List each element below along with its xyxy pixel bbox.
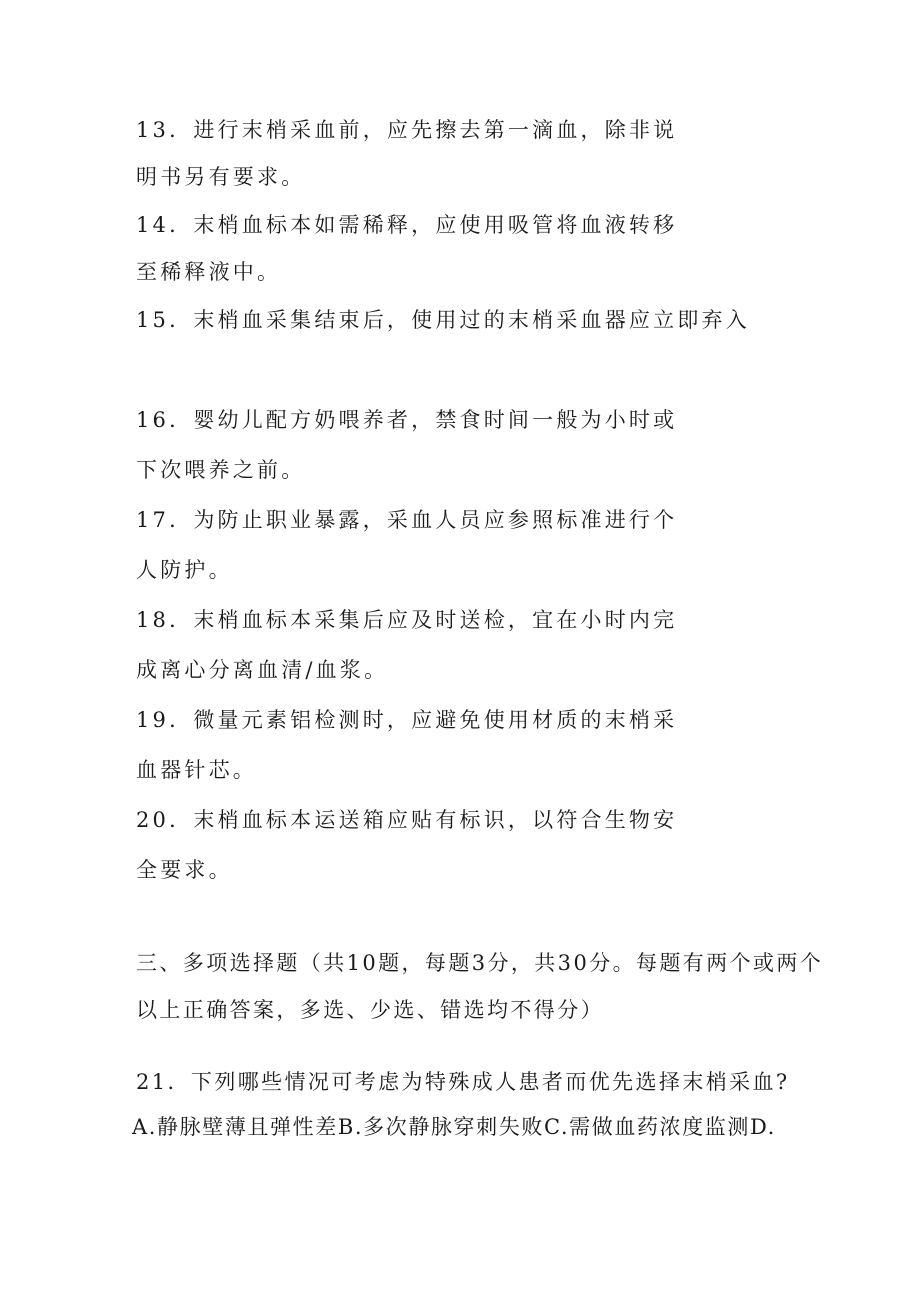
question-text-line: 16．婴幼儿配方奶喂养者，禁食时间一般为小时或 [136,408,678,432]
question-text-line: 19．微量元素铝检测时，应避免使用材质的末梢采 [136,708,678,732]
question-text-line: 全要求。 [136,858,233,882]
question-text-line: 至稀释液中。 [136,260,282,284]
question-text-line: 18．末梢血标本采集后应及时送检，宜在小时内完 [136,608,678,632]
question-text-line: 20．末梢血标本运送箱应贴有标识，以符合生物安 [136,808,678,832]
question-text-line: 人防护。 [136,558,233,582]
question-text-line: 明书另有要求。 [136,165,306,189]
question-text-line: 15．末梢血采集结束后，使用过的末梢采血器应立即弃入 [136,308,750,332]
question-text-line: 下次喂养之前。 [136,458,306,482]
section-heading-line: 以上正确答案，多选、少选、错选均不得分） [136,998,604,1022]
question-options: A.静脉壁薄且弹性差B.多次静脉穿刺失败C.需做血药浓度监测D. [132,1115,776,1139]
question-stem: 21．下列哪些情况可考虑为特殊成人患者而优先选择末梢采血? [136,1070,790,1094]
question-text-line: 14．末梢血标本如需稀释，应使用吸管将血液转移 [136,213,678,237]
question-text-line: 血器针芯。 [136,758,257,782]
question-text-line: 13．进行末梢采血前，应先擦去第一滴血，除非说 [136,118,678,142]
question-text-line: 成离心分离血清/血浆。 [136,658,389,682]
question-text-line: 17．为防止职业暴露，采血人员应参照标准进行个 [136,508,678,532]
section-heading-line: 三、多项选择题（共10题，每题3分，共30分。每题有两个或两个 [136,951,824,975]
